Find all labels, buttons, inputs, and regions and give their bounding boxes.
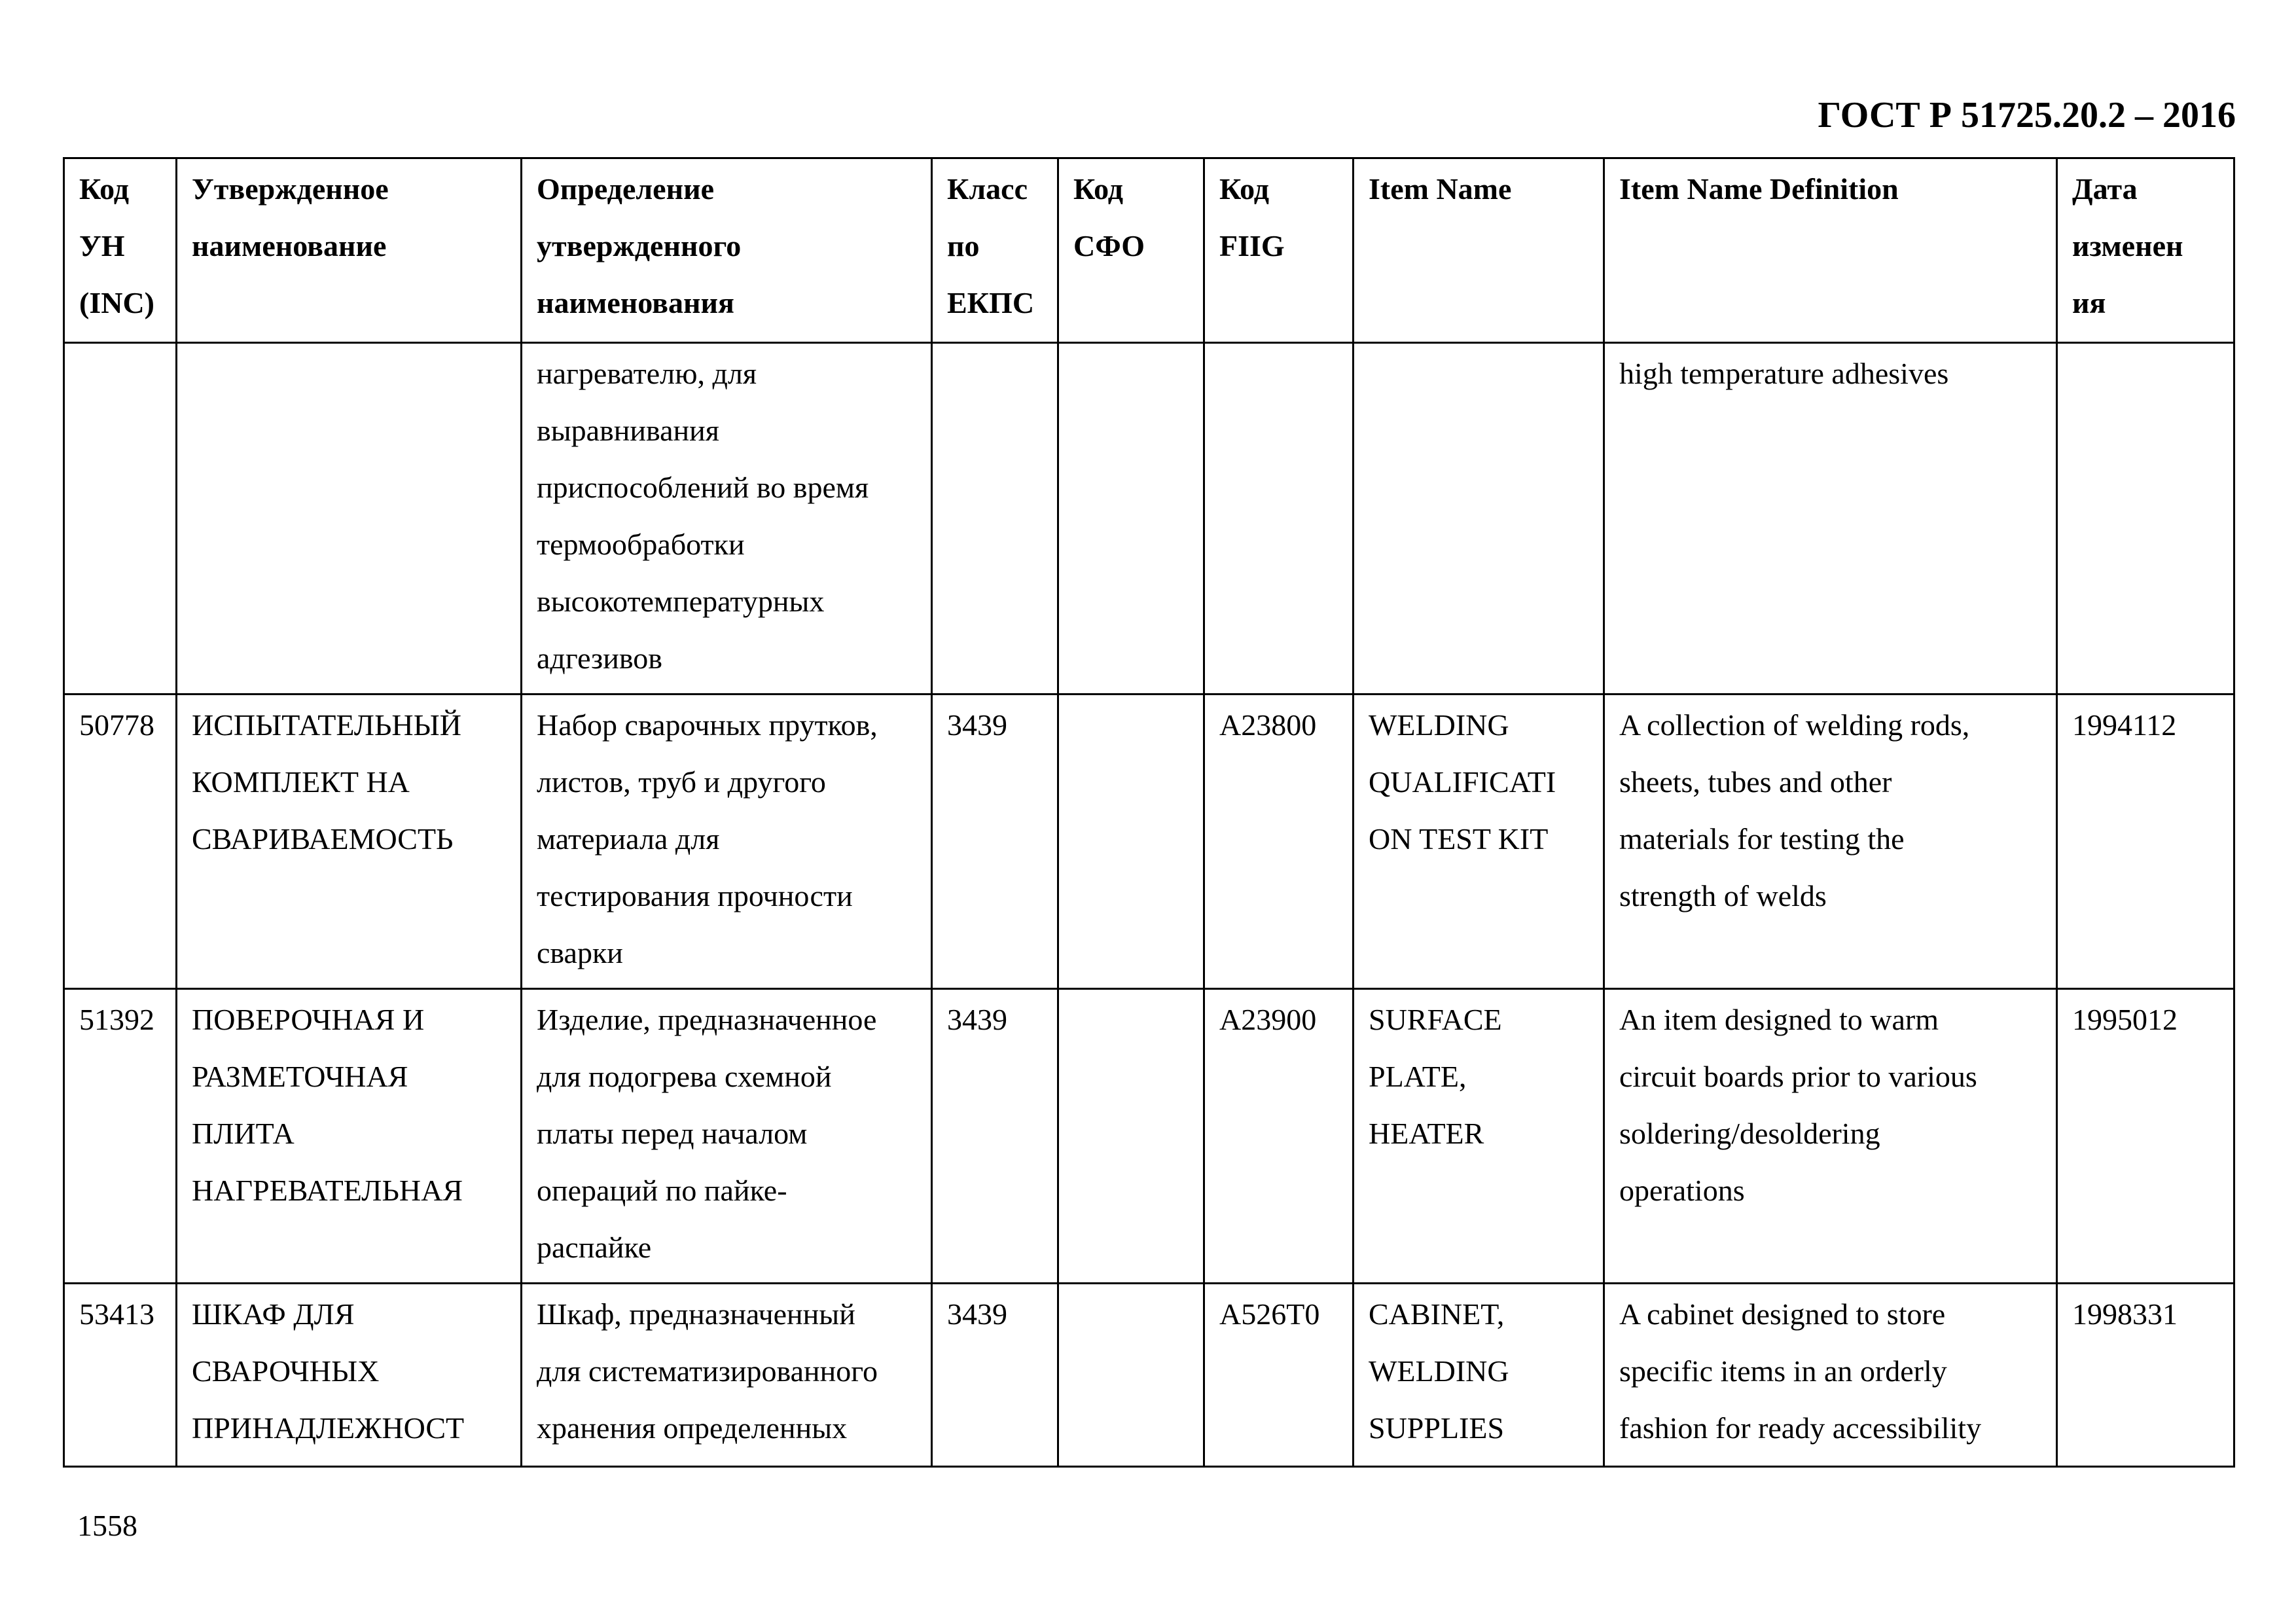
cell-text-line: specific items in an orderly xyxy=(1619,1354,1947,1388)
cell-text-line: хранения определенных xyxy=(537,1411,848,1445)
cell-item-name xyxy=(1354,1284,1604,1467)
header-label-line: Определение xyxy=(537,172,715,206)
header-label-line: FIIG xyxy=(1219,229,1285,262)
cell-text-line: 3439 xyxy=(947,708,1007,742)
cell-text-line: sheets, tubes and other xyxy=(1619,765,1892,799)
cell-definition-ru xyxy=(522,695,932,989)
cell-text-line: 51392 xyxy=(79,1003,154,1036)
cell-item-name xyxy=(1354,343,1604,695)
cell-text-line: fashion for ready accessibility xyxy=(1619,1411,1982,1445)
nomenclature-table xyxy=(63,157,2235,1468)
header-label-line: Код xyxy=(1219,172,1270,206)
header-cell-fiig xyxy=(1204,158,1354,343)
cell-name-ru xyxy=(177,1284,522,1467)
cell-class xyxy=(932,989,1058,1284)
cell-text-line: circuit boards prior to various xyxy=(1619,1060,1977,1093)
cell-item-definition xyxy=(1604,1284,2057,1467)
header-row xyxy=(64,158,2234,343)
cell-inc xyxy=(64,989,177,1284)
cell-item-definition xyxy=(1604,989,2057,1284)
cell-text-line: operations xyxy=(1619,1174,1745,1207)
cell-name-ru xyxy=(177,343,522,695)
cell-text-line: CABINET, xyxy=(1369,1297,1505,1331)
cell-text-line: ИСПЫТАТЕЛЬНЫЙ xyxy=(192,708,461,742)
header-cell-name-ru xyxy=(177,158,522,343)
cell-date xyxy=(2057,1284,2234,1467)
cell-text-line: СВАРИВАЕМОСТЬ xyxy=(192,822,454,856)
cell-definition-ru xyxy=(522,343,932,695)
cell-text-line: WELDING xyxy=(1369,1354,1509,1388)
cell-text-line: листов, труб и другого xyxy=(537,765,826,799)
cell-text-line: адгезивов xyxy=(537,641,662,675)
cell-name-ru xyxy=(177,989,522,1284)
cell-class xyxy=(932,343,1058,695)
header-label-line: (INC) xyxy=(79,286,154,319)
cell-inc xyxy=(64,1284,177,1467)
cell-text-line: ПОВЕРОЧНАЯ И xyxy=(192,1003,425,1036)
cell-text-line: strength of welds xyxy=(1619,879,1827,912)
cell-text-line: для систематизированного xyxy=(537,1354,878,1388)
cell-text-line: SUPPLIES xyxy=(1369,1411,1505,1445)
header-label-line: по xyxy=(947,229,980,262)
header-label-line: Код xyxy=(79,172,130,206)
cell-text-line: 50778 xyxy=(79,708,154,742)
header-cell-date xyxy=(2057,158,2234,343)
header-label-line: утвержденного xyxy=(537,229,742,262)
cell-class xyxy=(932,695,1058,989)
document-header: ГОСТ Р 51725.20.2 – 2016 xyxy=(1818,95,2236,135)
page-number: 1558 xyxy=(77,1509,137,1542)
cell-text-line: распайке xyxy=(537,1231,652,1264)
cell-text-line: 1995012 xyxy=(2072,1003,2178,1036)
table-row xyxy=(64,989,2234,1284)
cell-text-line: 1994112 xyxy=(2072,708,2177,742)
cell-text-line: приспособлений во время xyxy=(537,471,869,504)
cell-text-line: тестирования прочности xyxy=(537,879,853,912)
table-row xyxy=(64,343,2234,695)
cell-text-line: платы перед началом xyxy=(537,1117,808,1150)
cell-text-line: ON TEST KIT xyxy=(1369,822,1549,856)
cell-text-line: ШКАФ ДЛЯ xyxy=(192,1297,355,1331)
cell-fiig xyxy=(1204,343,1354,695)
cell-text-line: A cabinet designed to store xyxy=(1619,1297,1946,1331)
cell-text-line: 53413 xyxy=(79,1297,154,1331)
cell-sfo xyxy=(1058,343,1204,695)
cell-text-line: Изделие, предназначенное xyxy=(537,1003,877,1036)
header-label-line: СФО xyxy=(1073,229,1145,262)
header-label-line: УН xyxy=(79,229,125,262)
cell-text-line: ПРИНАДЛЕЖНОСТ xyxy=(192,1411,465,1445)
cell-text-line: сварки xyxy=(537,936,623,969)
cell-text-line: термообработки xyxy=(537,528,745,561)
cell-name-ru xyxy=(177,695,522,989)
cell-text-line: A23800 xyxy=(1219,708,1317,742)
cell-text-line: 3439 xyxy=(947,1003,1007,1036)
header-label-line: Класс xyxy=(947,172,1028,206)
cell-text-line: soldering/desoldering xyxy=(1619,1117,1880,1150)
cell-date xyxy=(2057,989,2234,1284)
table-row xyxy=(64,1284,2234,1467)
cell-item-definition xyxy=(1604,343,2057,695)
header-label-line: Утвержденное xyxy=(192,172,389,206)
cell-text-line: КОМПЛЕКТ НА xyxy=(192,765,410,799)
header-label-line: Код xyxy=(1073,172,1124,206)
header-cell-class xyxy=(932,158,1058,343)
cell-date xyxy=(2057,343,2234,695)
cell-sfo xyxy=(1058,989,1204,1284)
cell-item-name xyxy=(1354,989,1604,1284)
cell-text-line: A23900 xyxy=(1219,1003,1317,1036)
cell-item-name xyxy=(1354,695,1604,989)
cell-text-line: СВАРОЧНЫХ xyxy=(192,1354,380,1388)
cell-text-line: WELDING xyxy=(1369,708,1509,742)
cell-text-line: нагревателю, для xyxy=(537,357,757,390)
cell-text-line: high temperature adhesives xyxy=(1619,357,1949,390)
cell-text-line: высокотемпературных xyxy=(537,585,825,618)
cell-text-line: ПЛИТА xyxy=(192,1117,295,1150)
cell-text-line: A collection of welding rods, xyxy=(1619,708,1970,742)
header-label-line: наименования xyxy=(537,286,734,319)
header-label-line: Дата xyxy=(2072,172,2138,206)
table-row xyxy=(64,695,2234,989)
cell-text-line: РАЗМЕТОЧНАЯ xyxy=(192,1060,408,1093)
cell-definition-ru xyxy=(522,989,932,1284)
cell-sfo xyxy=(1058,695,1204,989)
cell-text-line: выравнивания xyxy=(537,414,719,447)
cell-text-line: PLATE, xyxy=(1369,1060,1467,1093)
cell-text-line: операций по пайке- xyxy=(537,1174,787,1207)
header-label-line: Item Name xyxy=(1369,172,1512,206)
header-label-line: Item Name Definition xyxy=(1619,172,1899,206)
cell-text-line: materials for testing the xyxy=(1619,822,1905,856)
cell-text-line: HEATER xyxy=(1369,1117,1484,1150)
cell-item-definition xyxy=(1604,695,2057,989)
header-cell-inc xyxy=(64,158,177,343)
cell-sfo xyxy=(1058,1284,1204,1467)
header-cell-item-name xyxy=(1354,158,1604,343)
cell-definition-ru xyxy=(522,1284,932,1467)
header-cell-sfo xyxy=(1058,158,1204,343)
cell-text-line: для подогрева схемной xyxy=(537,1060,832,1093)
cell-fiig xyxy=(1204,989,1354,1284)
header-label-line: ЕКПС xyxy=(947,286,1035,319)
cell-fiig xyxy=(1204,695,1354,989)
cell-text-line: материала для xyxy=(537,822,720,856)
cell-text-line: SURFACE xyxy=(1369,1003,1502,1036)
header-cell-item-definition xyxy=(1604,158,2057,343)
cell-text-line: 1998331 xyxy=(2072,1297,2178,1331)
cell-text-line: An item designed to warm xyxy=(1619,1003,1939,1036)
cell-class xyxy=(932,1284,1058,1467)
cell-inc xyxy=(64,343,177,695)
header-label-line: изменен xyxy=(2072,229,2183,262)
cell-text-line: A526T0 xyxy=(1219,1297,1320,1331)
cell-inc xyxy=(64,695,177,989)
header-label-line: ия xyxy=(2072,286,2106,319)
cell-date xyxy=(2057,695,2234,989)
cell-fiig xyxy=(1204,1284,1354,1467)
cell-text-line: НАГРЕВАТЕЛЬНАЯ xyxy=(192,1174,463,1207)
header-cell-definition-ru xyxy=(522,158,932,343)
header-label-line: наименование xyxy=(192,229,387,262)
cell-text-line: Шкаф, предназначенный xyxy=(537,1297,855,1331)
cell-text-line: 3439 xyxy=(947,1297,1007,1331)
cell-text-line: Набор сварочных прутков, xyxy=(537,708,878,742)
cell-text-line: QUALIFICATI xyxy=(1369,765,1556,799)
